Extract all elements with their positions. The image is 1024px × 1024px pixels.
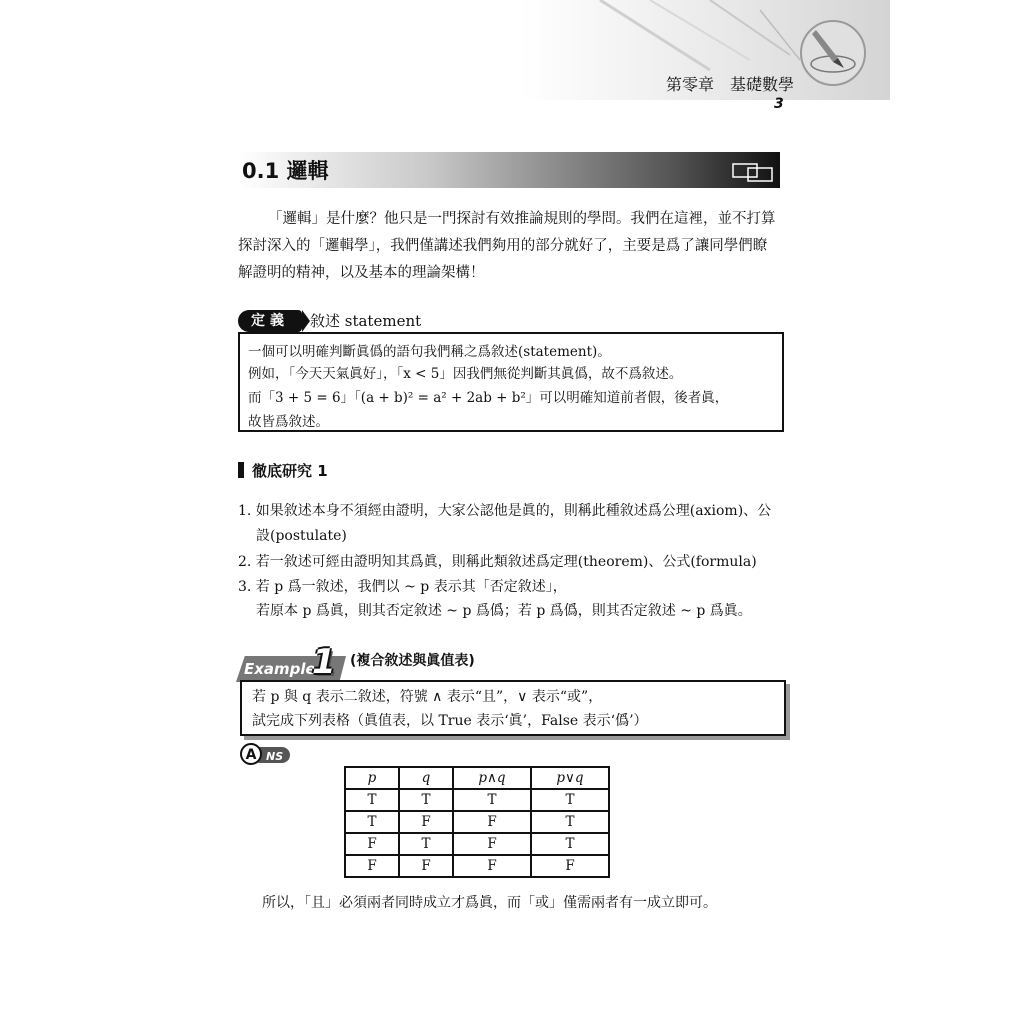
table-row: [345, 855, 609, 877]
table-row: [345, 789, 609, 811]
table-cell: T: [531, 811, 609, 833]
example-label: Example: [244, 660, 316, 678]
table-cell: T: [531, 833, 609, 855]
research-item-1: 1. 如果敘述本身不須經由證明，大家公認他是眞的，則稱此種敘述爲公理(axiom)、公: [238, 503, 772, 519]
definition-tag: 定義: [238, 310, 302, 332]
table-cell: F: [399, 855, 453, 877]
definition-line-2: 例如，「今天天氣眞好」，「x < 5」因我們無從判斷其眞僞，故不爲敘述。: [248, 366, 683, 382]
example-number: 1: [312, 642, 336, 682]
page-number: 3: [774, 96, 784, 112]
table-cell: F: [345, 833, 399, 855]
definition-line-4: 故皆爲敘述。: [248, 414, 329, 430]
example-title: (複合敘述與眞值表): [350, 653, 475, 669]
table-cell: T: [399, 833, 453, 855]
definition-line-3: 而「3 + 5 = 6」「(a + b)² = a² + 2ab + b²」可以明確知道前者假，後者眞，: [248, 390, 729, 406]
table-cell: F: [345, 855, 399, 877]
header-cell: q: [399, 767, 453, 789]
table-cell: F: [453, 855, 531, 877]
header-cell: p: [345, 767, 399, 789]
research-marker: [238, 462, 244, 478]
table-cell: T: [531, 789, 609, 811]
research-item-1-cont: 設(postulate): [256, 528, 347, 544]
table-cell: T: [399, 789, 453, 811]
definition-title: 敘述 statement: [310, 312, 422, 330]
table-cell: T: [345, 789, 399, 811]
table-cell: F: [453, 811, 531, 833]
answer-badge-icon: [240, 742, 292, 766]
section-title: 0.1 邏輯: [242, 159, 329, 183]
research-item-3-cont: 若原本 p 爲眞，則其否定敘述 ~ p 爲僞；若 p 爲僞，則其否定敘述 ~ p 爲眞。: [256, 603, 752, 619]
example-line-1: 若 p 與 q 表示二敘述，符號 ∧ 表示“且”，∨ 表示“或”，: [252, 689, 603, 705]
research-title: 徹底研究 1: [252, 462, 328, 480]
research-item-3: 3. 若 p 爲一敘述，我們以 ~ p 表示其「否定敘述」，: [238, 579, 567, 595]
intro-line-1: 「邏輯」是什麼？他只是一門探討有效推論規則的學問。我們在這裡，並不打算: [268, 211, 776, 227]
example-line-2: 試完成下列表格（眞值表，以 True 表示‘眞’，False 表示‘僞’）: [252, 713, 648, 729]
intro-line-3: 解證明的精神，以及基本的理論架構！: [238, 265, 485, 281]
header-cell: p∨q: [531, 767, 609, 789]
truth-table: [344, 766, 610, 878]
table-row: [345, 833, 609, 855]
section-bar-icon: [732, 161, 776, 183]
table-header-row: [345, 767, 609, 789]
pen-logo-icon: [798, 18, 868, 88]
chapter-title: 第零章 基礎數學: [666, 75, 795, 94]
table-cell: F: [399, 811, 453, 833]
table-cell: T: [453, 789, 531, 811]
header-cell: p∧q: [453, 767, 531, 789]
table-cell: T: [345, 811, 399, 833]
table-cell: F: [531, 855, 609, 877]
research-item-2: 2. 若一敘述可經由證明知其爲眞，則稱此類敘述爲定理(theorem)、公式(formula): [238, 554, 757, 570]
answer-badge-suffix: NS: [266, 750, 284, 763]
table-cell: F: [453, 833, 531, 855]
conclusion-text: 所以，「且」必須兩者同時成立才爲眞，而「或」僅需兩者有一成立即可。: [262, 895, 717, 911]
table-row: [345, 811, 609, 833]
intro-line-2: 探討深入的「邏輯學」，我們僅講述我們夠用的部分就好了，主要是爲了讓同學們瞭: [238, 238, 768, 254]
definition-line-1: 一個可以明確判斷眞僞的語句我們稱之爲敘述(statement)。: [248, 344, 611, 360]
answer-badge-letter: A: [245, 747, 257, 763]
